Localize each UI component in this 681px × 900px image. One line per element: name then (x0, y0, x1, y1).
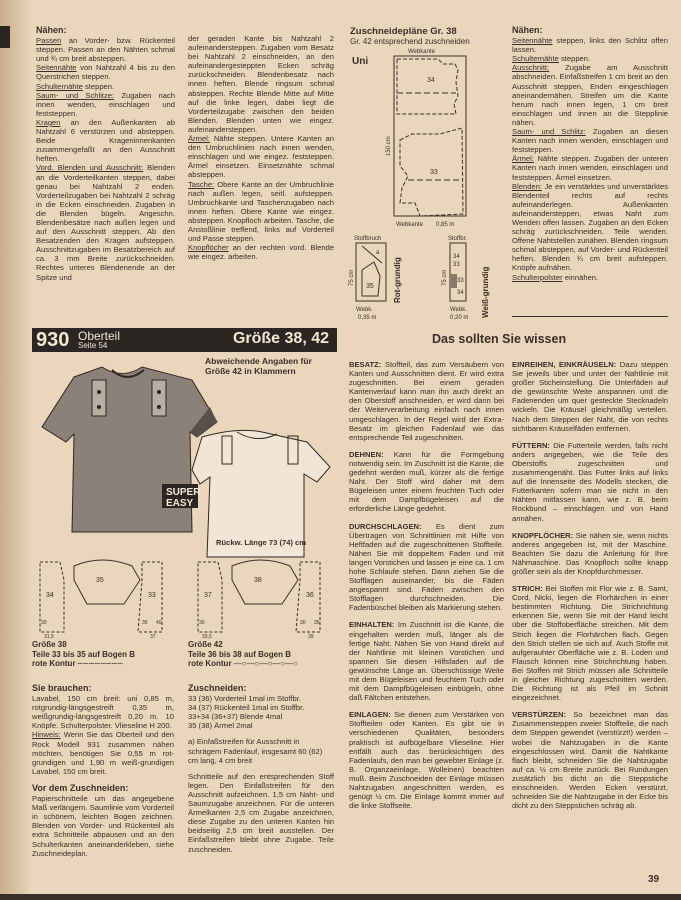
instruction: Tasche: Obere Kante an der Umbruchlinie nach außen legen, seitl. aufsteppen. Umbruchkante und Taschenzugaben nach innen heften. Obere Kante wie eingez. absteppen. Knopfloch arbeiten. Tasche, die Anstoßlinie treffend, links auf Vorderteil und Passe steppen. (188, 179, 334, 244)
model-page-ref: Seite 54 (78, 341, 108, 350)
model-title: Oberteil (78, 329, 121, 343)
pattern-measure: 39 (308, 634, 314, 640)
size-42-info (188, 640, 334, 669)
materials-heading: Sie brauchen: (32, 683, 92, 693)
pattern-piece: 34 (46, 592, 54, 599)
cutting-line: 34 (37) Rückenteil 1mal im Stoffbr. (188, 703, 305, 713)
cutting-line: 35 (38) Ärmel 2mal (188, 721, 253, 731)
glossary-entry: KNOPFLÖCHER: Sie nähen sie, wenn nichts anderes angegeben ist, mit der Maschine. Beachten Sie dazu die Anleitung für Ihre Nähmaschine. Das Knopfloch sollte knapp größer sein als der Knopfdurchmesser. (512, 530, 668, 576)
instruction: Vord. Blenden und Ausschnitt: Blenden an die Vorderteilkanten steppen, dabei genau bei Nahtzahl 2 enden. Vorderteilzugaben bei Nahtzahl 2 schräg in die Ecken einschneiden. Zugaben in die Blenden bügeln. Angeschn. Blendenbesätze nach außen legen und auf den Ausschnitt steppen. Ab den Besatzenden den Kragen aufsteppen. Ausschnittzugaben im Besatzbereich auf ca. 3 mm Breite zurückschneiden. Rechtes unteres Blendenende an der Spitze und (36, 163, 175, 282)
materials-text: Lavabel, 150 cm breit: uni 0,85 m, rotgrundig-längsgestreift 0,35 m, weißgrundig-längsgestreift 0,20 m. 10 Knöpfe. Schulterpolster. Vlieseline H 200. (32, 694, 174, 731)
size-38-info (32, 640, 174, 669)
cutting-plan (349, 26, 500, 321)
instruction: Passen an Vorder- bzw. Rückenteil steppen. Passen an den Nähten schmal und ¾ cm breit absteppen. (36, 36, 175, 64)
size-38-contour: rote Kontur ∼∼∼∼∼∼∼∼ (32, 659, 123, 668)
cutting-plan-diagram (349, 48, 500, 321)
page-gutter (0, 0, 30, 900)
size-38-sheet: Teile 33 bis 35 auf Bogen B (32, 649, 135, 659)
instruction: der geraden Kante bis Nahtzahl 2 aufeinandersteppen. Zugaben vom Besatz bei Nahtzahl 2 einschneiden, an den aufeinandergesteppten Ecken schräg zurückschneiden. Blendenbesatz nach innen heften. Blende ringsum schmal absteppen. Rechte Blende Mitte auf Mitte auf die linke legen, dabei liegt die Vorderteilzugabe zwischen den beiden Blenden. Blenden unten wie eingez. aufeinandersteppen. (188, 34, 334, 134)
before-cut-heading: Vor dem Zuschneiden: (32, 782, 129, 793)
glossary-entry: EINHALTEN: Im Zuschnitt ist die Kante, die eingehalten werden muß, länger als die fertige Naht. Nähen Sie von Hand direkt auf der Nahtlinie mit kleinen Vorstichen und spannen Sie diesen Hilfsfaden auf die gewünschte Länge an. Überschüssige Weite mit dem Bügeleisen und feuchtem Tuch oder mit dem Dampfbügeleisen einbügeln, ohne daß Fältchen entstehen. (349, 620, 504, 703)
pattern-piece: 35 (96, 577, 104, 584)
width-label: 150 cm (386, 136, 392, 156)
glossary-entry: DEHNEN: Kann für die Formgebung notwendig sein. Im Zuschnitt ist die Kante, die gedehnt werden muß, kürzer als die fertige Naht. Der Stoff wird daher mit dem Bügeleisen unter einem feuchten Tuch oder mit dem Dampfbügeleisen auf die erforderliche Länge gedehnt. (349, 449, 504, 514)
weiss-length-label: 0,20 m (450, 315, 469, 321)
rot-webk-label: Webk. (356, 307, 373, 313)
sewing-column-2 (188, 34, 334, 261)
rot-grundig-label: Rot-grundig (393, 257, 402, 303)
weiss-34a-label: 34 (453, 254, 460, 260)
cutting-text: Schnitteile auf den entsprechenden Stoff legen. Den Einfaßstreifen für den Ausschnitt aufzeichnen. 1,5 cm Naht- und Saumzugabe anzeichnen. Für die unteren Ärmelkanten 2,5 cm Zugabe anzeichnen, diese Zugabe zu den unteren Kanten hin beidseitig 2,5 cm breit ausstellen. Der Einfaßstreifen bleibt ohne Zugabe. Teile zuschneiden. (188, 771, 334, 854)
page-tab-marker (0, 26, 10, 48)
uni-label: Uni (352, 56, 369, 67)
pattern-piece: 36 (306, 592, 314, 599)
piece-34-label: 34 (427, 77, 435, 84)
divider (512, 316, 668, 317)
weiss-grundig-label: Weiß-grundig (481, 266, 490, 318)
rot-length-label: 0,35 m (358, 315, 377, 321)
glossary-entry: FÜTTERN: Die Futterteile werden, falls nicht anders angegeben, wie die Teile des Oberstoffs zugeschnitten und zusammengenäht. Das Futter links auf links auf die Innenseite des Modells stecken, die Futterkanten sofern man sie nicht in den Nähten mitfassen kann, wie z. B. beim Rockbund – einschlagen und von Hand annähen. (512, 440, 668, 523)
pattern-measure: 31,5 (44, 634, 54, 640)
pattern-measure: 35 (314, 620, 320, 626)
instruction: Seitennähte von Nahtzahl 4 bis zu den Querstrichen steppen. (36, 63, 175, 82)
weiss-webk-label: Webk. (450, 307, 467, 313)
size-38-title: Größe 38 (32, 640, 67, 649)
glossary-left (349, 360, 504, 818)
instruction: Seitennähte steppen, links den Schlitz offen lassen. (512, 36, 668, 55)
webkante-bottom-label: Webkante (396, 222, 423, 228)
size-42-sheet: Teile 36 bis 38 auf Bogen B (188, 649, 291, 659)
pattern-measure: 33,5 (202, 634, 212, 640)
cutting-line: 33 (36) Vorderteil 1mal im Stoffbr. (188, 694, 301, 704)
deviation-note: Abweichende Angaben für Größe 42 in Klammern (205, 356, 312, 376)
cutting-section (188, 684, 334, 854)
model-number: 930 (36, 329, 70, 351)
pattern-measure: 35 (142, 620, 148, 626)
pattern-size-42 (190, 552, 340, 640)
instruction: Saum- und Schlitz: Zugaben an diesen Kanten nach innen wenden, einschlagen und feststeppen. (512, 127, 668, 155)
pattern-piece: 33 (148, 592, 156, 599)
instruction: Schulternähte steppen. (512, 54, 591, 64)
pattern-measure: 30 (300, 620, 306, 626)
sewing-column-1 (36, 26, 175, 282)
pattern-size-38 (32, 552, 182, 640)
instruction: Blenden: Je ein verstärktes und unverstärktes Blendenteil rechts auf rechts aufeinanderlegen. Außenkanten aufeinandersteppen, etwas Naht zum Wenden offen lassen. Zugaben an den Ecken schräg zurückschneiden. Teile wenden. Offene Nahtstellen zunähen. Blenden ringsum schmal absteppen, auf Vorder- und Rückenteil heften. Blenden ¾ cm breit aufsteppen. Knöpfe aufnähen. (512, 181, 668, 273)
pattern-measure: 37 (150, 634, 156, 640)
sewing-heading-2: Nähen: (512, 25, 543, 35)
size-42-contour: rote Kontur —○—○—○—○—○ (188, 659, 298, 668)
model-banner (32, 328, 337, 352)
size-42-title: Größe 42 (188, 640, 223, 649)
pattern-measure: 30 (199, 620, 205, 626)
pattern-measure: 30 (41, 620, 47, 626)
rot-width-label: 75 cm (349, 269, 355, 286)
glossary-entry: DURCHSCHLAGEN: Es dient zum Übertragen von Schnittlinien mit Hilfe von Heftfaden auf die zugeschnittenen Stoffteile. Nähen Sie mit doppeltem Faden und mit langen Vorstichen und lassen je eine ca. 1 cm hohe Schlaufe stehen. Dann ziehen Sie die Stofflagen auseinander, bis die Fäden angespannt sind. Fäden zwischen den Stofflagen durchschneiden. Die Fadenbüschel bleiben als Markierung stehen. (349, 521, 504, 613)
webkante-top-label: Webkante (408, 49, 435, 55)
glossary-title: Das sollten Sie wissen (432, 332, 567, 346)
page-bottom-edge (0, 894, 681, 900)
instruction: Ärmel: Nähte steppen. Untere Kanten an den Umbruchlinien nach innen wenden, einschlagen und wie eingez. feststeppen. Ärmel einsetzen. Einsetznähte schmal absteppen. (188, 134, 334, 180)
instruction: Saum- und Schlitze: Zugaben nach innen wenden, einschlagen und feststeppen. (36, 90, 175, 118)
cutting-heading: Zuschneiden: (188, 683, 247, 693)
sewing-heading: Nähen: (36, 25, 67, 35)
weiss-34b-label: 34 (457, 290, 464, 296)
instruction: Schulterpolster einnähen. (512, 272, 599, 282)
materials-hint: Hinweis: Wenn Sie das Oberteil und den Rock Modell 931 zusammen nähen möchten, benötigen Sie 0,55 m rot-grundigen und 1,90 m weiß-grundigen Lavabel, 150 cm breit. (32, 730, 174, 776)
garment-illustration (32, 352, 337, 567)
glossary-entry: STRICH: Bei Stoffen mit Flor wie z. B. Samt, Cord, Nicki, liegen die Florhärchen in einer bestimmten Richtung. Die Strichrichtung erkennen Sie, wenn Sie mit der Hand leicht über die Stoffoberfläche streichen. Mit dem Strich liegen die Florhärchen flach. Gegen den Strich stellen sie sich auf. Auch Stoffe mit aufgerauhter Oberfläche wie z. B. Loden und Flausch können eine Strichrichtung haben. Bei Stoffen mit Strich müssen alle Schnitteile in gleicher Richtung zugeschnitten werden. Die Richtung ist als Pfeil im Schnitt eingezeichnet. (512, 584, 668, 703)
weiss-stoffbr-label: Stoffbr. (448, 236, 467, 242)
rot-a-label: a (376, 250, 380, 256)
instruction: Kragen an den Außenkanten ab Nahtzahl 6 verstürzen und absteppen. Beide Krageninnenkanten zusammengefaßt an den Ausschnitt heften. (36, 117, 175, 164)
cutting-plan-subtitle: Gr. 42 entsprechend zuschneiden (350, 37, 470, 46)
badge-super: SUPER (166, 487, 201, 498)
cutting-line: 33+34 (36+37) Blende 4mal (188, 712, 283, 722)
cutting-note-a: a) Einfaßstreifen für Ausschnitt in schrägem Fadenlauf, insgesamt 60 (62) cm lang, 4 cm breit (188, 737, 323, 765)
cutting-plan-title: Zuschneidepläne Gr. 38 (350, 26, 457, 37)
weiss-33b-label: 33 (457, 278, 464, 284)
instruction: Ausschnitt: Zugabe am Ausschnitt abschneiden. Einfaßstreifen 1 cm breit an den Ausschnitt steppen, Enden eingeschlagen aneinandernähen. Streifen um die Kante herum nach innen legen, 1 cm breit einschlagen und innen an die Stepplinie nähen. (512, 63, 668, 127)
instruction: Ärmel: Nähte steppen. Zugaben der unteren Kanten nach innen wenden, einschlagen und feststeppen. Ärmel einsetzen. (512, 154, 668, 182)
instruction: Schulternähte steppen. (36, 81, 115, 91)
glossary-right (512, 360, 668, 818)
piece-33-label: 33 (430, 169, 438, 176)
pattern-piece: 38 (254, 577, 262, 584)
badge-easy: EASY (166, 498, 194, 509)
pattern-piece: 37 (204, 592, 212, 599)
materials-section (32, 684, 174, 858)
before-cut-text: Papierschnitteile um das angegebene Maß verlängern. Saumlinie vom Vorderteil in schönem, leichten Bogen zeichnen. Blenden von Vorder- und Rückenteil als extra Schnitteile abpausen und an den Schulterkanten aneinanderkleben, siehe Zuschneideplan. (32, 794, 174, 858)
sewing-column-4 (512, 26, 668, 282)
rot-piece-label: 35 (366, 283, 374, 290)
back-length: Rückw. Länge 73 (74) cm (216, 538, 307, 547)
rot-stoffbruch-label: Stoffbruch (354, 236, 382, 242)
glossary-entry: EINLAGEN: Sie dienen zum Verstärken von Stoffteilen oder Kanten. Es gibt sie in verschiedenen Qualitäten, besonders praktisch ist aufbügelbare Vlieseline. Hier entfällt auch das berücksichtigen des Fadenlaufs, den man bei gewebter Einlage (z. B. Organzaeinlage, Wolleinen) beachten muß. Beim Zuschneiden der Einlage müssen Nahtzugaben angeschnitten werden, es genügt ½ cm. Die Einlage kommt immer auf die linke Stoffseite. (349, 710, 504, 811)
glossary-entry: BESATZ: Stoffteil, das zum Versäubern von Kanten und Ausschnitten dient. Er wird extra zugeschnitten. Bei einem geraden Kantenverlauf kann man ihn auch direkt an den Oberstoff anschneiden, er wird dann bei der Weiterverarbeitung einfach nach innen umgeschlagen. In der Regel wird der Extra-Besatz im gleichen Fadenlauf wie das entsprechende Teil zugeschnitten. (349, 360, 504, 442)
glossary-entry: EINREIHEN, EINKRÄUSELN: Dazu steppen Sie jeweils über und unter der Nahtlinie mit großer Sticheinstellung. Die Unterfäden auf die gewünschte Weite anspannen und die Fadenenden um quer gesteckte Stecknadeln wickeln. Die Kräusel gleichmäßig verteilen. Nach dem Steppen der Naht, die von rechts sichtbaren Kräuselfäden entfernen. (512, 360, 668, 433)
model-sizes: Größe 38, 42 (232, 330, 329, 347)
glossary-entry: VERSTÜRZEN: So bezeichnet man das Zusammensteppen zweier Stoffteile, die nach dem Steppen gewendet (verstürzt!) werden – wobei die Nahtzugaben in die Kante eingeschlossen wird. Damit die Nahtkante flach bleibt, schneiden Sie die Nahtzugabe auf ca. ½ cm Breite zurück. Bei Rundungen zusätzlich bis dicht an die Steppstiche einschneiden. Werden Ecken verstürzt, schneiden Sie die Nahtzugabe in der Ecke bis dicht zu den Steppstichen schräg ab. (512, 710, 668, 811)
pattern-measure: 40 (156, 620, 162, 626)
uni-length-label: 0,85 m (436, 222, 455, 228)
page-number: 39 (648, 874, 660, 885)
weiss-33a-label: 33 (453, 262, 460, 268)
weiss-width-label: 75 cm (442, 269, 448, 286)
instruction: Knopflöcher an der rechten vord. Blende wie eingez. arbeiten. (188, 243, 334, 262)
